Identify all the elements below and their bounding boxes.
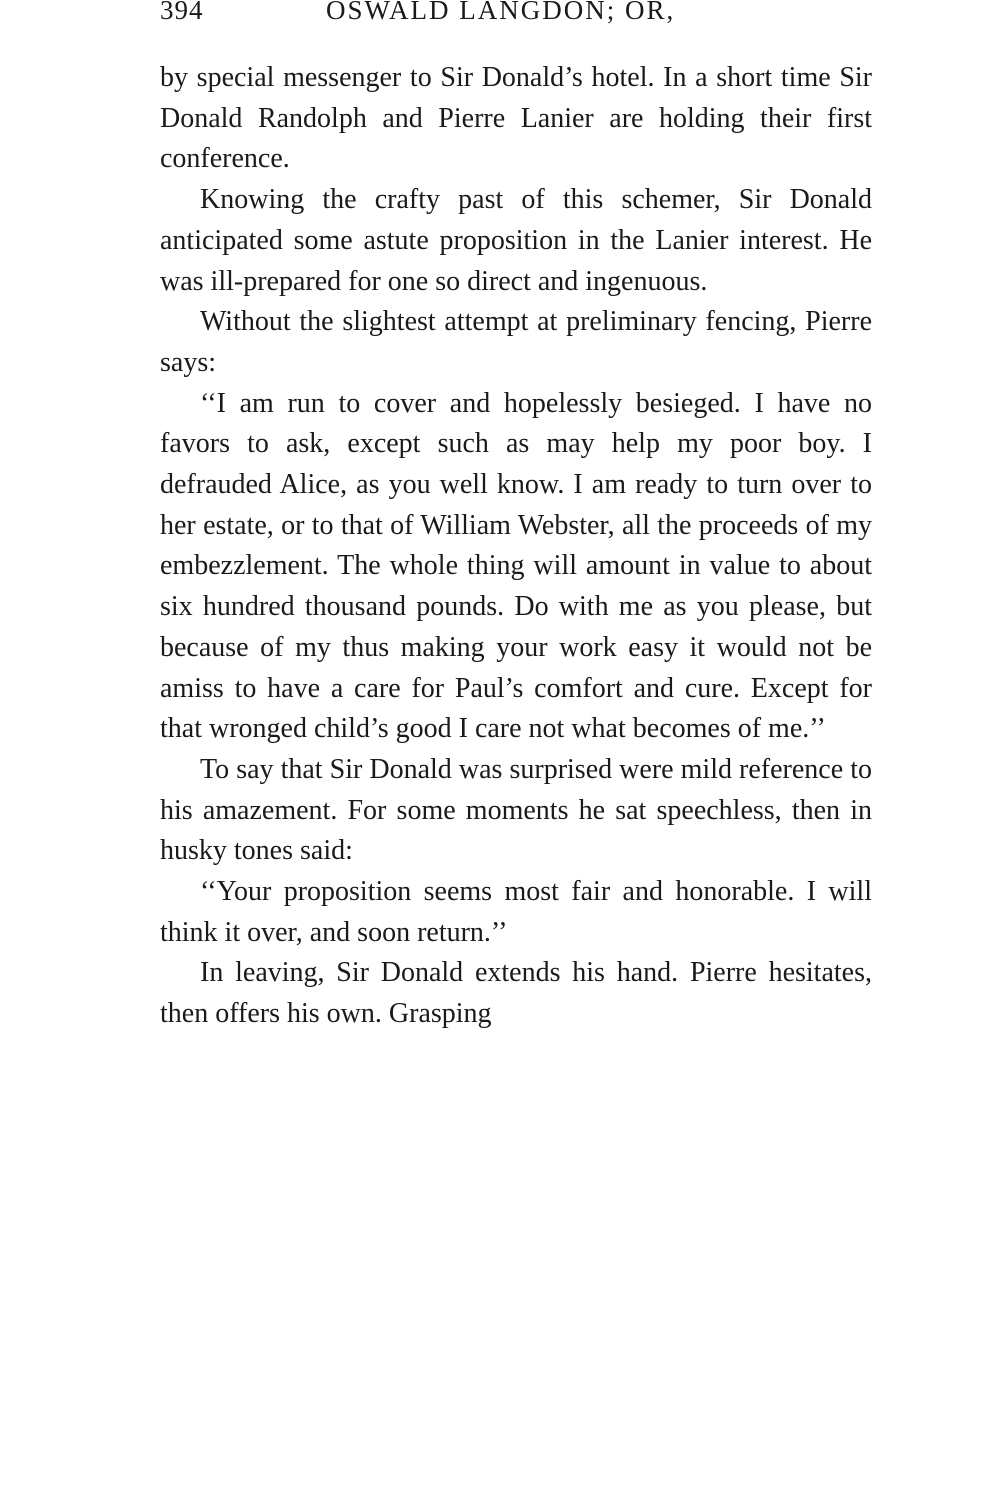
paragraph: In leaving, Sir Donald extends his hand. Pierre hesitates, then offers his own. Grasping xyxy=(160,957,872,1030)
paragraph-quote: ‘‘I am run to cover and hopelessly besieged. I have no favors to ask, except such as may help my poor boy. I defrauded Alice, as you well know. I am ready to turn over to her estate, or to that of William Webster, all the proceeds of my embezzlement. The whole thing will amount in value to about six hundred thousand pounds. Do with me as you please, but because of my thus making your work easy it would not be amiss to have a care for Paul’s comfort and cure. Except for that wronged child’s good I care not what becomes of me.’’ xyxy=(160,387,872,745)
paragraph: Knowing the crafty past of this schemer, Sir Donald anticipated some astute proposition in the Lanier interest. He was ill-prepared for one so direct and ingenuous. xyxy=(160,184,872,297)
page-number: 394 xyxy=(160,0,204,25)
running-head xyxy=(160,0,872,40)
paragraph-quote: ‘‘Your proposition seems most fair and honorable. I will think it over, and soon return.’’ xyxy=(160,876,872,948)
paragraph-continuation: by special messenger to Sir Donald’s hotel. In a short time Sir Donald Randolph and Pierre Lanier are holding their first conference. xyxy=(160,62,872,175)
text-body xyxy=(160,58,872,1035)
running-title: OSWALD LANGDON; OR, xyxy=(326,0,676,25)
paragraph: To say that Sir Donald was surprised were mild reference to his amazement. For some moments he sat speechless, then in husky tones said: xyxy=(160,753,872,867)
paragraph: Without the slightest attempt at preliminary fencing, Pierre says: xyxy=(160,306,872,378)
